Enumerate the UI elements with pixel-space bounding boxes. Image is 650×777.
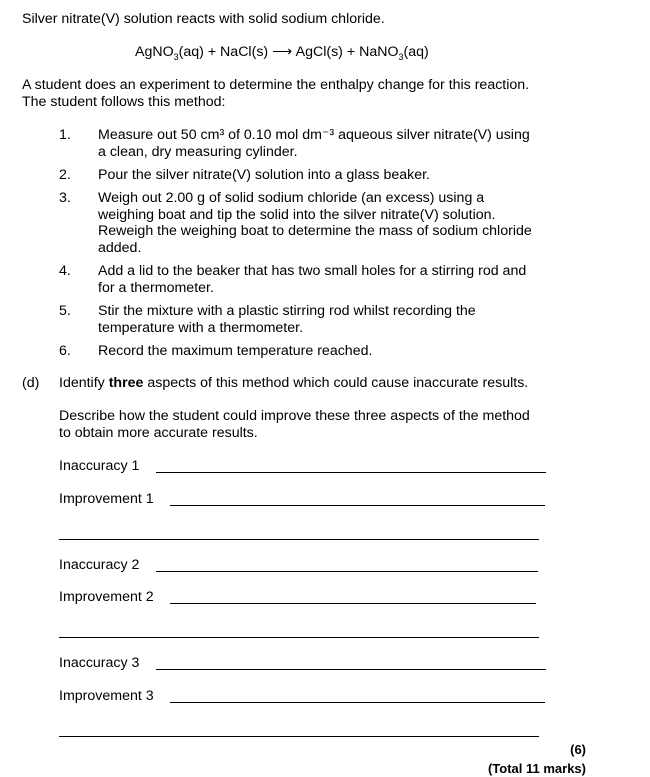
inaccuracy-3-answer-line[interactable] xyxy=(156,669,546,670)
step-line: temperature with a thermometer. xyxy=(98,320,304,336)
step-line: a clean, dry measuring cylinder. xyxy=(98,144,298,160)
context-line-2: The student follows this method: xyxy=(22,94,226,110)
equation-rhs-state: (aq) xyxy=(403,44,429,60)
step-line: added. xyxy=(98,240,142,256)
step-number: 1. xyxy=(59,127,71,143)
inaccuracy-1-answer-line[interactable] xyxy=(156,472,546,473)
equation-rhs-subscript: 3 xyxy=(398,51,404,62)
equation-rhs: AgCl(s) + NaNO xyxy=(295,44,399,60)
question-prompt-bold: three xyxy=(108,375,144,391)
step-number: 4. xyxy=(59,263,71,279)
step-line: Weigh out 2.00 g of solid sodium chloride (an excess) using a xyxy=(98,190,485,206)
describe-line-1: Describe how the student could improve these three aspects of the method xyxy=(59,408,530,424)
step-number: 5. xyxy=(59,303,71,319)
step-number: 3. xyxy=(59,190,71,206)
improvement-2-label: Improvement 2 xyxy=(59,589,154,605)
equation-lhs-subscript: 3 xyxy=(173,51,179,62)
step-number: 2. xyxy=(59,167,71,183)
context-line-1: A student does an experiment to determine the enthalpy change for this reaction. xyxy=(22,77,530,93)
intro-text: Silver nitrate(V) solution reacts with solid sodium chloride. xyxy=(22,11,385,27)
step-line: Reweigh the weighing boat to determine the mass of sodium chloride xyxy=(98,223,532,239)
improvement-3-label: Improvement 3 xyxy=(59,688,154,704)
step-line: Stir the mixture with a plastic stirring rod whilst recording the xyxy=(98,303,476,319)
equation-lhs-states: (aq) + NaCl(s) xyxy=(178,44,269,60)
improvement-2-answer-line[interactable] xyxy=(170,603,536,604)
step-line: for a thermometer. xyxy=(98,280,214,296)
total-marks-label: (Total 11 marks) xyxy=(487,761,586,776)
describe-line-2: to obtain more accurate results. xyxy=(59,425,258,441)
question-prompt xyxy=(59,375,528,392)
step-line: Add a lid to the beaker that has two small holes for a stirring rod and xyxy=(98,263,527,279)
improvement-1-answer-line[interactable] xyxy=(170,505,545,506)
reaction-equation xyxy=(135,44,429,61)
step-number: 6. xyxy=(59,343,71,359)
step-line: weighing boat and tip the solid into the silver nitrate(V) solution. xyxy=(98,207,496,223)
inaccuracy-2-label: Inaccuracy 2 xyxy=(59,557,140,573)
improvement-1-label: Improvement 1 xyxy=(59,491,154,507)
improvement-1-answer-line-2[interactable] xyxy=(59,539,539,540)
inaccuracy-3-label: Inaccuracy 3 xyxy=(59,655,140,671)
equation-lhs: AgNO xyxy=(135,44,174,60)
reaction-arrow: ⟶ xyxy=(272,44,293,60)
inaccuracy-1-label: Inaccuracy 1 xyxy=(59,458,140,474)
improvement-2-answer-line-2[interactable] xyxy=(59,637,539,638)
step-line: Measure out 50 cm³ of 0.10 mol dm⁻³ aqueous silver nitrate(V) using xyxy=(98,127,530,143)
step-line: Pour the silver nitrate(V) solution into a glass beaker. xyxy=(98,167,430,183)
question-prompt-post: aspects of this method which could cause inaccurate results. xyxy=(143,375,529,391)
inaccuracy-2-answer-line[interactable] xyxy=(156,571,538,572)
marks-label: (6) xyxy=(570,742,586,757)
question-prompt-pre: Identify xyxy=(59,375,109,391)
step-line: Record the maximum temperature reached. xyxy=(98,343,373,359)
question-label: (d) xyxy=(22,375,40,391)
improvement-3-answer-line[interactable] xyxy=(170,702,545,703)
improvement-3-answer-line-2[interactable] xyxy=(59,736,539,737)
